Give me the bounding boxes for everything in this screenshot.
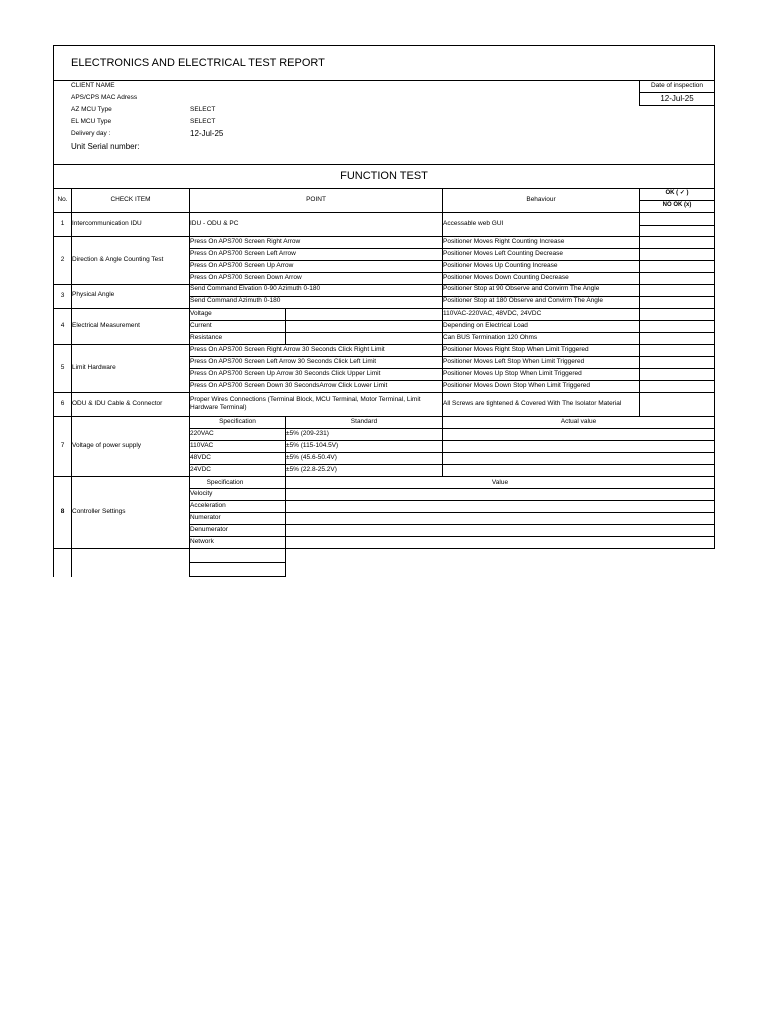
hline (189, 452, 715, 453)
hline (189, 536, 715, 537)
behaviour-cell: Positioner Moves Down Counting Decrease (443, 274, 569, 281)
point-cell: Voltage (190, 310, 212, 317)
point-cell: Press On APS700 Screen Up Arrow (190, 262, 294, 269)
frame-top (53, 45, 715, 46)
hline (189, 356, 715, 357)
point-cell: Press On APS700 Screen Left Arrow 30 Seconds Click Left Limit (190, 358, 377, 365)
vline (639, 188, 640, 416)
function-test-title: FUNCTION TEST (340, 170, 428, 182)
point-cell: Press On APS700 Screen Up Arrow 30 Seconds Click Upper Limit (190, 370, 381, 377)
delivery-day-value: 12-Jul-25 (190, 129, 224, 138)
behaviour-cell: Positioner Moves Right Counting Increase (443, 238, 565, 245)
hline (53, 392, 715, 393)
hline (53, 416, 715, 417)
az-mcu-label: AZ MCU Type (71, 106, 112, 113)
hline (189, 320, 715, 321)
row-number: 8 (60, 508, 65, 515)
frame-right (714, 45, 715, 549)
row-number: 3 (60, 292, 65, 299)
col-header-point: POINT (306, 196, 326, 203)
hline (189, 524, 715, 525)
spec-cell: 110VAC (190, 442, 214, 449)
spec-cell: Numerator (190, 514, 221, 521)
hline (189, 428, 715, 429)
point-cell: Resistance (190, 334, 223, 341)
hline (189, 488, 715, 489)
behaviour-cell: Positioner Stop at 90 Observe and Convirm The Angle (443, 285, 600, 292)
az-mcu-select[interactable]: SELECT (190, 106, 216, 113)
point-cell: IDU - ODU & PC (190, 220, 239, 227)
point-cell: Press On APS700 Screen Right Arrow 30 Seconds Click Right Limit (190, 346, 385, 353)
hline (53, 188, 715, 189)
spec-cell: 220VAC (190, 430, 214, 437)
vline (285, 416, 286, 577)
col-header-check-item: CHECK ITEM (110, 196, 151, 203)
vline (442, 188, 443, 476)
behaviour-cell: Accessable web GUI (443, 220, 504, 227)
date-of-inspection-value: 12-Jul-25 (660, 94, 694, 103)
standard-cell: ±5% (209-231) (286, 430, 329, 437)
spec-cell: Network (190, 538, 214, 545)
standard-cell: ±5% (22.8-25.2V) (286, 466, 337, 473)
hline (53, 284, 715, 285)
hline (53, 476, 715, 477)
report-title: ELECTRONICS AND ELECTRICAL TEST REPORT (71, 57, 325, 69)
point-cell: Current (190, 322, 212, 329)
check-item: Physical Angle (72, 291, 115, 298)
spec-cell: Denumerator (190, 526, 228, 533)
check-item: Controller Settings (72, 508, 126, 515)
point-cell: Proper Wires Connections (Terminal Block, MCU Terminal, Motor Terminal, Limit Hardware Terminal) (190, 396, 421, 411)
el-mcu-label: EL MCU Type (71, 118, 112, 125)
hline (189, 440, 715, 441)
col-header-behaviour: Behaviour (526, 196, 556, 203)
hline (189, 500, 715, 501)
standard-header: Standard (350, 418, 378, 425)
check-item: Voltage of power supply (72, 442, 142, 449)
row-number: 1 (60, 220, 65, 227)
col-header-no-ok: NO OK (x) (662, 202, 692, 208)
vline (71, 188, 72, 577)
behaviour-cell: Positioner Moves Right Stop When Limit Triggered (443, 346, 589, 353)
behaviour-cell: Positioner Moves Down Stop When Limit Triggered (443, 382, 591, 389)
hline (189, 248, 715, 249)
row-number: 2 (60, 256, 65, 263)
point-cell: Press On APS700 Screen Down Arrow (190, 274, 302, 281)
actual-value-header: Actual value (560, 418, 597, 425)
vline (285, 308, 286, 344)
hline (53, 344, 715, 345)
date-of-inspection-label: Date of inspection (650, 82, 704, 89)
behaviour-cell: Positioner Moves Up Stop When Limit Triggered (443, 370, 582, 377)
spec-cell: 48VDC (190, 454, 211, 461)
client-name-label: CLIENT NAME (71, 82, 115, 89)
behaviour-cell: Positioner Stop at 180 Observe and Convirm The Angle (443, 297, 603, 304)
hline (53, 548, 715, 549)
point-cell: Press On APS700 Screen Right Arrow (190, 238, 301, 245)
row-number: 6 (60, 400, 65, 407)
hline (53, 308, 715, 309)
hline (189, 464, 715, 465)
spec-header: Specification (219, 418, 256, 425)
behaviour-cell: Can BUS Termination 120 Ohms (443, 334, 538, 341)
row-number: 7 (60, 442, 65, 449)
frame-left (53, 45, 54, 577)
serial-number-label: Unit Serial number: (71, 142, 140, 151)
standard-cell: ±5% (115-104.5V) (286, 442, 339, 449)
behaviour-cell: Positioner Moves Up Counting Increase (443, 262, 558, 269)
spec-cell: Acceleration (190, 502, 226, 509)
point-cell: Press On APS700 Screen Left Arrow (190, 250, 296, 257)
hline (189, 272, 715, 273)
point-cell: Press On APS700 Screen Down 30 SecondsArrow Click Lower Limit (190, 382, 388, 389)
value-header: Value (491, 479, 509, 486)
standard-cell: ±5% (45.6-50.4V) (286, 454, 337, 461)
spec-cell: 24VDC (190, 466, 211, 473)
hline (53, 236, 715, 237)
behaviour-cell: Positioner Moves Left Stop When Limit Triggered (443, 358, 585, 365)
hline (53, 80, 715, 81)
hline (639, 92, 715, 93)
point-cell: Send Command Azimuth 0-180 (190, 297, 281, 304)
behaviour-cell: 110VAC-220VAC, 48VDC, 24VDC (443, 310, 542, 317)
behaviour-cell: Positioner Moves Left Counting Decrease (443, 250, 563, 257)
hline (53, 212, 715, 213)
behaviour-cell: Depending on Electrical Load (443, 322, 528, 329)
hline (189, 260, 715, 261)
check-item: Electrical Measurement (72, 322, 140, 329)
hline (53, 164, 715, 165)
el-mcu-select[interactable]: SELECT (190, 118, 216, 125)
check-item: Direction & Angle Counting Test (72, 256, 164, 263)
row-number: 4 (60, 322, 65, 329)
hline (639, 225, 715, 226)
check-item: Limit Hardware (72, 364, 116, 371)
point-cell: Send Command Elvation 0-90 Azimuth 0-180 (190, 285, 321, 292)
mac-address-label: APS/CPS MAC Adress (71, 94, 138, 101)
col-header-no: No. (57, 196, 68, 203)
hline (189, 576, 286, 577)
row-number: 5 (60, 364, 65, 371)
hline (189, 380, 715, 381)
hline (189, 368, 715, 369)
hline (189, 332, 715, 333)
check-item: Intercommunication IDU (72, 220, 142, 227)
delivery-day-label: Delivery day : (71, 130, 111, 137)
spec-cell: Velocity (190, 490, 213, 497)
hline (639, 105, 715, 106)
behaviour-cell: All Screws are tightened & Covered With The Isolator Material (443, 400, 622, 407)
spec-header: Specification (206, 479, 244, 486)
hline (189, 512, 715, 513)
hline (189, 562, 286, 563)
check-item: ODU & IDU Cable & Connector (72, 400, 163, 407)
col-header-ok: OK ( ✓ ) (665, 190, 689, 196)
